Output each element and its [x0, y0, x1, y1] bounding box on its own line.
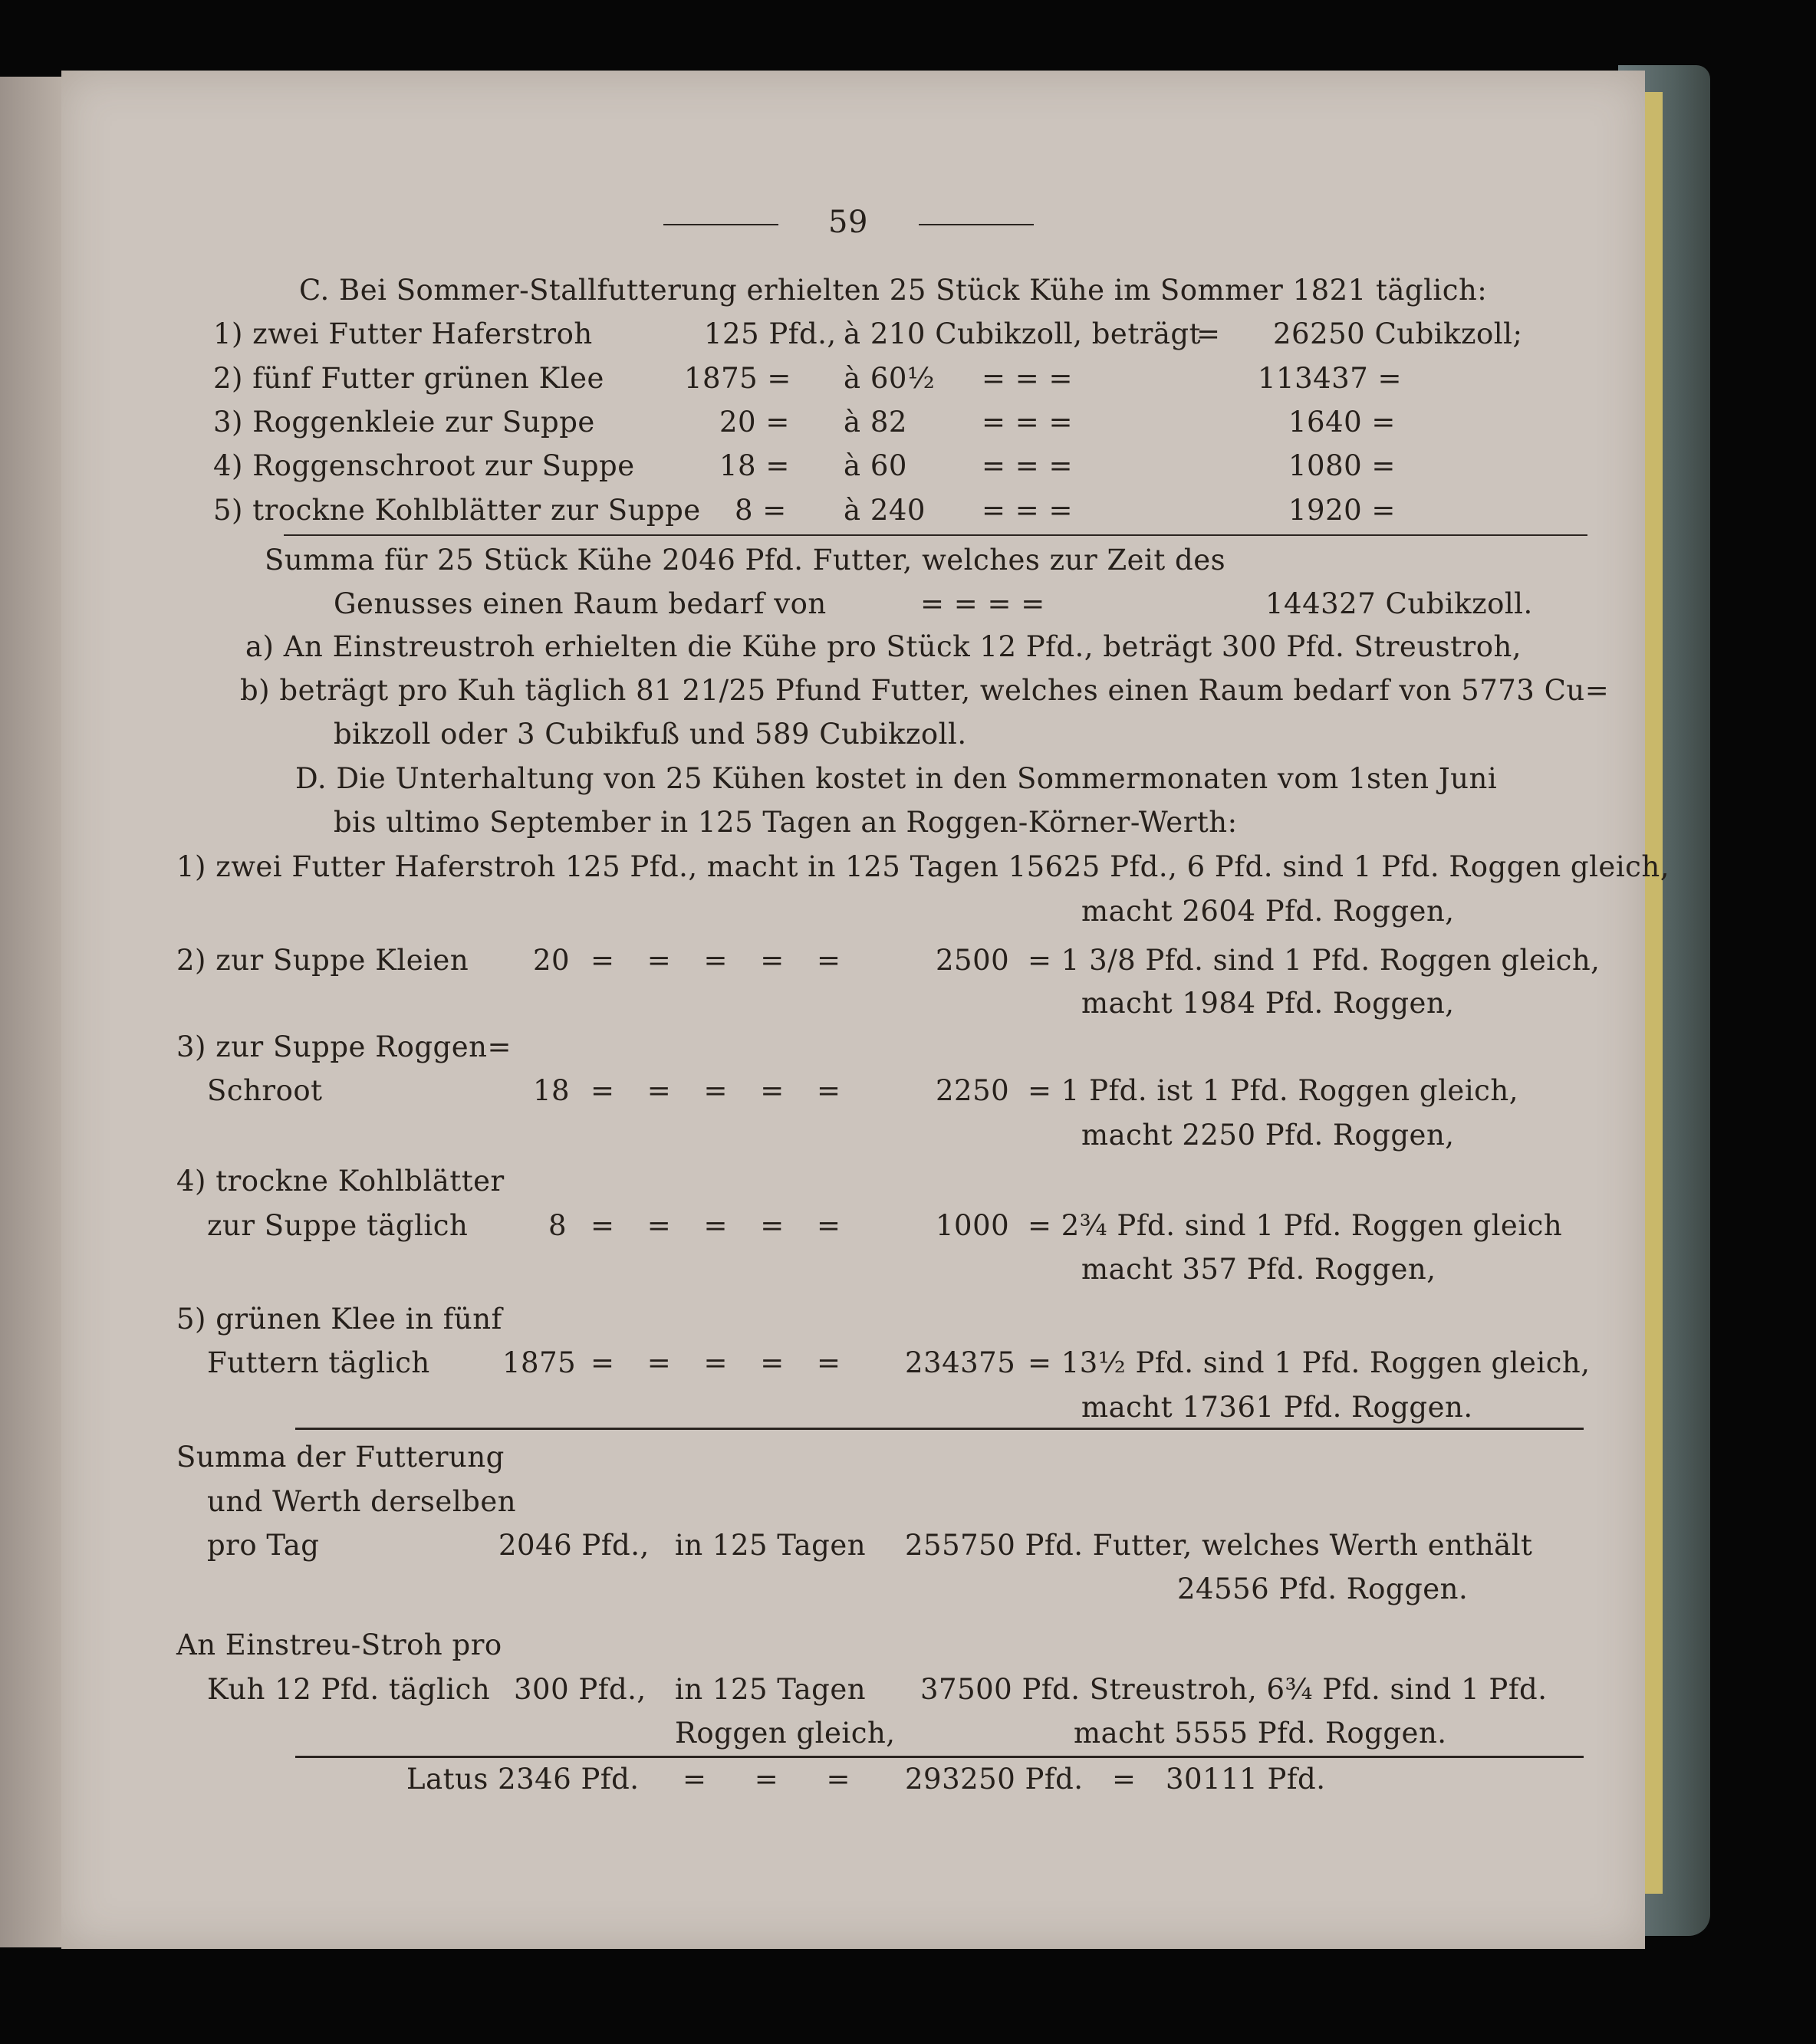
summa-d-line2: und Werth derselben — [207, 1485, 517, 1518]
summa-d-days: in 125 Tagen — [675, 1529, 867, 1562]
streu-qty: 300 Pfd., — [514, 1673, 646, 1706]
item-total: 1000 — [936, 1209, 1010, 1242]
item-total: 234375 — [905, 1346, 1016, 1379]
header-rule-left — [663, 224, 778, 225]
section-d-heading: D. Die Unterhaltung von 25 Kühen kostet in den Sommermonaten vom 1sten Juni — [295, 762, 1498, 795]
item-result: 113437 = — [1258, 362, 1403, 395]
streu-macht: macht 5555 Pfd. Roggen. — [1074, 1717, 1447, 1750]
latus-marks: = = = — [683, 1763, 851, 1796]
item-label: 4) trockne Kohlblätter — [176, 1165, 505, 1198]
item-result: 26250 Cubikzoll; — [1273, 317, 1523, 350]
item-ratio: = 1 Pfd. ist 1 Pfd. Roggen gleich, — [1028, 1074, 1518, 1107]
item-qty: 20 = — [719, 406, 790, 439]
note-b-line2: bikzoll oder 3 Cubikfuß und 589 Cubikzoll. — [334, 718, 967, 751]
item-ratio: = 1 3/8 Pfd. sind 1 Pfd. Roggen gleich, — [1028, 944, 1601, 977]
item-rate: à 82 — [844, 406, 907, 439]
item-total: 2500 — [936, 944, 1010, 977]
item-rate: à 60½ — [844, 362, 936, 395]
item-rate: à 60 — [844, 449, 907, 482]
item-marks: = = = — [982, 362, 1074, 395]
item-macht: macht 2250 Pfd. Roggen, — [1081, 1119, 1455, 1152]
item-label: 5) trockne Kohlblätter zur Suppe — [213, 494, 701, 527]
summa-c-marks: = = = = — [920, 587, 1045, 620]
left-page-edge — [0, 77, 61, 1947]
item-marks: = — [1196, 317, 1221, 350]
item-marks: = = = = = — [591, 944, 841, 977]
item-total: 2250 — [936, 1074, 1010, 1107]
section-d-heading-line2: bis ultimo September in 125 Tagen an Roggen-Körner-Werth: — [334, 806, 1238, 839]
item-marks: = = = = = — [591, 1346, 841, 1379]
item-label-cont: zur Suppe täglich — [207, 1209, 469, 1242]
summa-c-line1: Summa für 25 Stück Kühe 2046 Pfd. Futter, welches zur Zeit des — [265, 544, 1226, 577]
item-macht: macht 17361 Pfd. Roggen. — [1081, 1391, 1473, 1424]
item-marks: = = = — [982, 494, 1074, 527]
note-a: a) An Einstreustroh erhielten die Kühe pro Stück 12 Pfd., beträgt 300 Pfd. Streustroh, — [245, 630, 1522, 663]
item-marks: = = = = = — [591, 1209, 841, 1242]
page-number: 59 — [828, 205, 868, 240]
item-qty: 18 — [533, 1074, 571, 1107]
summa-c-line2: Genusses einen Raum bedarf von — [334, 587, 827, 620]
item-result: 1920 = — [1288, 494, 1396, 527]
item-marks: = = = — [982, 449, 1074, 482]
item-qty: 20 — [533, 944, 571, 977]
summa-d-label: pro Tag — [207, 1529, 320, 1562]
item-qty: 1875 = — [684, 362, 791, 395]
book-page — [61, 71, 1670, 1949]
item-rate: à 240 — [844, 494, 926, 527]
item-qty: 125 Pfd., — [704, 317, 837, 350]
streu-line1: An Einstreu-Stroh pro — [176, 1628, 502, 1661]
note-b-line1: b) beträgt pro Kuh täglich 81 21/25 Pfund Futter, welches einen Raum bedarf von 5773 Cu= — [240, 674, 1610, 707]
d-item1-line2: macht 2604 Pfd. Roggen, — [1081, 895, 1455, 928]
item-label: 3) zur Suppe Roggen= — [176, 1030, 512, 1063]
item-marks: = = = — [982, 406, 1074, 439]
item-marks: = = = = = — [591, 1074, 841, 1107]
item-label-cont: Schroot — [207, 1074, 323, 1107]
item-qty: 8 — [548, 1209, 568, 1242]
item-result: 1640 = — [1288, 406, 1396, 439]
d-item1-line1: 1) zwei Futter Haferstroh 125 Pfd., macht in 125 Tagen 15625 Pfd., 6 Pfd. sind 1 Pfd. Roggen gleich, — [176, 850, 1670, 883]
header-rule-right — [919, 224, 1034, 225]
item-macht: macht 357 Pfd. Roggen, — [1081, 1253, 1436, 1286]
streu-days: in 125 Tagen — [675, 1673, 867, 1706]
item-qty: 8 = — [735, 494, 787, 527]
item-qty: 1875 — [502, 1346, 577, 1379]
sum-rule-c — [284, 534, 1587, 536]
summa-c-result: 144327 Cubikzoll. — [1265, 587, 1533, 620]
latus-eq: = — [1112, 1763, 1137, 1796]
summa-d-roggen: 24556 Pfd. Roggen. — [1177, 1572, 1469, 1605]
item-label: 2) zur Suppe Kleien — [176, 944, 469, 977]
streu-label: Kuh 12 Pfd. täglich — [207, 1673, 491, 1706]
summa-d-qty: 2046 Pfd., — [498, 1529, 650, 1562]
item-ratio: = 13½ Pfd. sind 1 Pfd. Roggen gleich, — [1028, 1346, 1591, 1379]
item-label: 1) zwei Futter Haferstroh — [213, 317, 593, 350]
latus-total: 293250 Pfd. — [905, 1763, 1084, 1796]
streu-roggen-gleich: Roggen gleich, — [675, 1717, 896, 1750]
summa-d-line1: Summa der Futterung — [176, 1441, 505, 1474]
streu-rest: 37500 Pfd. Streustroh, 6¾ Pfd. sind 1 Pfd. — [920, 1673, 1548, 1706]
item-qty: 18 = — [719, 449, 790, 482]
latus-result: 30111 Pfd. — [1166, 1763, 1326, 1796]
sum-rule-d — [295, 1428, 1584, 1430]
latus-rule — [295, 1756, 1584, 1758]
latus-label: Latus 2346 Pfd. — [406, 1763, 640, 1796]
item-ratio: = 2¾ Pfd. sind 1 Pfd. Roggen gleich — [1028, 1209, 1563, 1242]
section-c-heading: C. Bei Sommer-Stallfutterung erhielten 25 Stück Kühe im Sommer 1821 täglich: — [299, 274, 1488, 307]
item-label: 3) Roggenkleie zur Suppe — [213, 406, 595, 439]
item-label: 5) grünen Klee in fünf — [176, 1303, 502, 1336]
summa-d-rest: 255750 Pfd. Futter, welches Werth enthält — [905, 1529, 1533, 1562]
item-label: 4) Roggenschroot zur Suppe — [213, 449, 635, 482]
item-rate: à 210 Cubikzoll, beträgt — [844, 317, 1201, 350]
item-label-cont: Futtern täglich — [207, 1346, 430, 1379]
item-macht: macht 1984 Pfd. Roggen, — [1081, 987, 1455, 1020]
item-label: 2) fünf Futter grünen Klee — [213, 362, 604, 395]
item-result: 1080 = — [1288, 449, 1396, 482]
